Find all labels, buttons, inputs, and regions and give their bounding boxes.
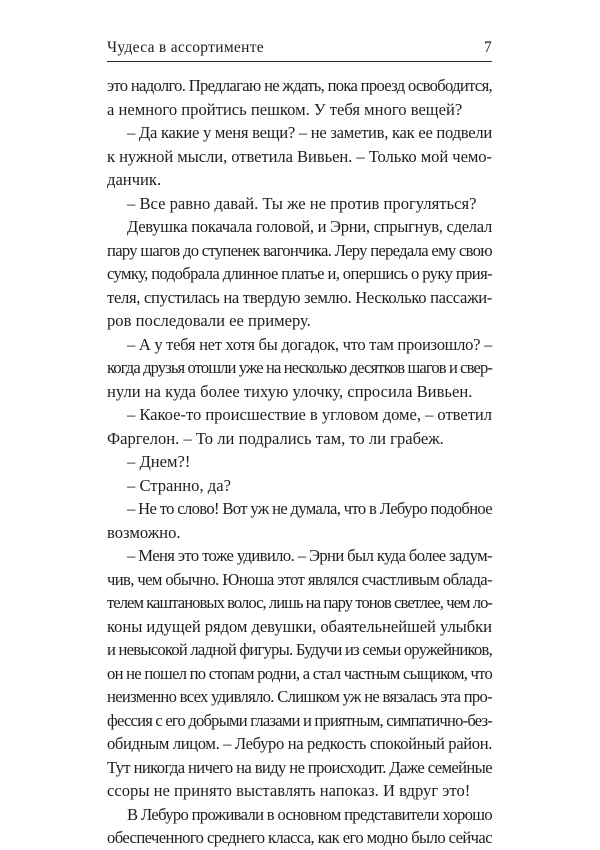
text-line: В Лебуро проживали в основном представители хорошо — [127, 804, 493, 824]
text-line: Девушка покачала головой, и Эрни, спрыгнув, сделал — [127, 217, 492, 236]
page-number: 7 — [483, 39, 492, 56]
text-line: когда друзья отошли уже на несколько десятков шагов и свер- — [107, 358, 492, 377]
text-line: а немного пройтись пешком. У тебя много вещей? — [107, 99, 463, 119]
text-line: ров последовали ее примеру. — [107, 311, 311, 330]
text-line: данчик. — [107, 170, 162, 189]
text-line: Фаргелон. – То ли подрались там, то ли грабеж. — [107, 428, 444, 448]
text-line: и невысокой ладной фигуры. Будучи из семьи оружейников, — [107, 640, 493, 659]
text-line: Тут никогда ничего на виду не происходит. Даже семейные — [107, 757, 492, 777]
text-line: теля, спустилась на твердую землю. Несколько пассажи- — [107, 287, 493, 307]
text-line: обеспеченного среднего класса, как его модно было сейчас — [107, 828, 492, 847]
text-line: коны идущей рядом девушки, обаятельнейшей улыбки — [107, 616, 492, 636]
text-line: – Все равно давай. Ты же не против прогуляться? — [127, 193, 477, 213]
text-line: ссоры не принято выставлять напоказ. И вдруг это! — [107, 781, 471, 800]
body-text — [107, 74, 492, 850]
text-line: возможно. — [107, 522, 181, 542]
text-line: сумку, подобрала длинное платье и, опершись о руку прия- — [107, 264, 493, 283]
text-line: – Да какие у меня вещи? – не заметив, как ее подвели — [127, 123, 492, 142]
text-line: – Странно, да? — [127, 475, 231, 495]
running-title: Чудеса в ассортименте — [107, 39, 264, 56]
text-line: – А у тебя нет хотя бы догадок, что там произошло? – — [127, 334, 493, 354]
text-line: фессия с его добрыми глазами и приятным, симпатично-без- — [107, 710, 493, 730]
text-line: – Меня это тоже удивило. – Эрни был куда более задум- — [127, 546, 492, 565]
text-line: это надолго. Предлагаю не ждать, пока проезд освободится, — [107, 76, 492, 95]
text-line: обидным лицом. – Лебуро на редкость спокойный район. — [107, 734, 492, 753]
running-header — [107, 37, 492, 62]
text-line: – Какое-то происшествие в угловом доме, – ответил — [127, 405, 493, 424]
text-line: он не пошел по стопам родни, а стал частным сыщиком, что — [107, 663, 493, 683]
text-line: неизменно всех удивляло. Слишком уж не вязалась эта про- — [107, 687, 492, 706]
text-line: – Не то слово! Вот уж не думала, что в Лебуро подобное — [127, 499, 493, 518]
text-line: телем каштановых волос, лишь на пару тонов светлее, чем ло- — [107, 593, 492, 612]
text-line: – Днем?! — [127, 452, 191, 471]
text-line: пару шагов до ступенек вагончика. Леру передала ему свою — [107, 240, 492, 260]
text-line: к нужной мысли, ответила Вивьен. – Только мой чемо- — [107, 146, 492, 166]
text-line: нули на куда более тихую улочку, спросила Вивьен. — [107, 381, 473, 401]
text-line: чив, чем обычно. Юноша этот являлся счастливым облада- — [107, 569, 492, 589]
